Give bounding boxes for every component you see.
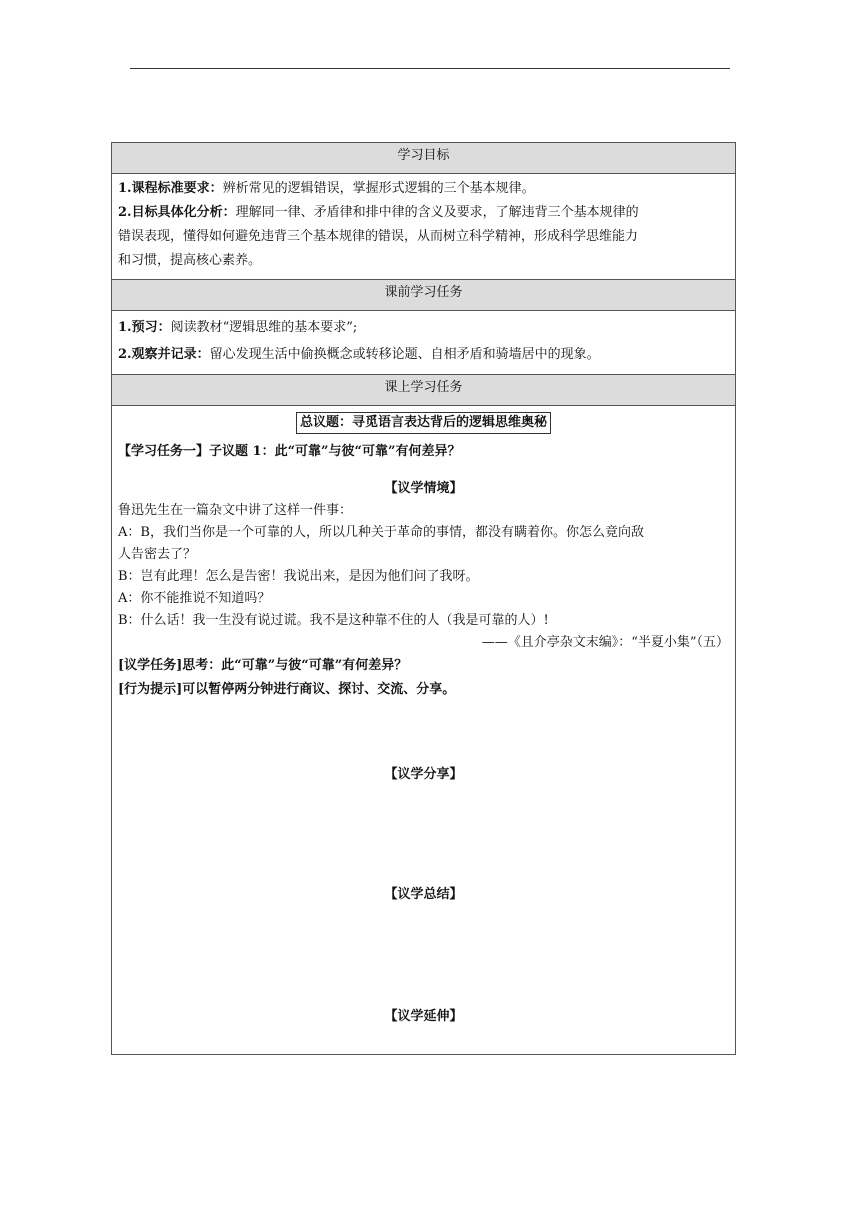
dialog-a-1-line-2: 人告密去了？ xyxy=(118,547,197,562)
behavior-hint: [行为提示]可以暂停两分钟进行商议、探讨、交流、分享。 xyxy=(118,682,456,697)
situation-heading: 【议学情境】 xyxy=(384,481,463,496)
overall-topic: 总议题：寻觅语言表达背后的逻辑思维奥秘 xyxy=(296,412,551,434)
pre-item-1-label: 1.预习： xyxy=(118,320,171,335)
pre-item-2-label: 2.观察并记录： xyxy=(118,347,210,362)
pre-item-1 xyxy=(118,314,729,341)
goal-item-2-line-1: 理解同一律、矛盾律和排中律的含义及要求，了解违背三个基本规律的 xyxy=(235,205,639,220)
goal-item-1-text: 辨析常见的逻辑错误，掌握形式逻辑的三个基本规律。 xyxy=(222,181,535,196)
pre-class-cell xyxy=(112,311,735,375)
discussion-task: [议学任务]思考：此“可靠”与彼“可靠”有何差异？ xyxy=(118,658,408,673)
goal-item-2-line-2: 错误表现，懂得如何避免违背三个基本规律的错误，从而树立科学精神，形成科学思维能力 xyxy=(118,229,639,244)
pre-item-1-text: 阅读教材“逻辑思维的基本要求”; xyxy=(170,320,358,335)
summary-heading: 【议学总结】 xyxy=(384,887,463,902)
pre-item-2 xyxy=(118,341,729,368)
goal-item-1-label: 1.课程标准要求： xyxy=(118,181,223,196)
section-header-pre-class: 课前学习任务 xyxy=(112,280,735,311)
section-header-goals: 学习目标 xyxy=(112,143,735,174)
goal-item-2 xyxy=(118,201,729,225)
dialog-b-2: B：什么话！我一生没有说过谎。我不是这种靠不住的人（我是可靠的人）! xyxy=(118,613,549,628)
dialog-a-1-line-1: A：B，我们当你是一个可靠的人，所以几种关于革命的事情，都没有瞒着你。你怎么竟向敌 xyxy=(118,525,644,540)
pre-item-2-text: 留心发现生活中偷换概念或转移论题、自相矛盾和骑墙居中的现象。 xyxy=(209,347,600,362)
in-class-cell xyxy=(112,406,735,1054)
dialog-a-2: A：你不能推说不知道吗？ xyxy=(118,591,271,606)
dialog-b-1: B：岂有此理！怎么是告密！我说出来，是因为他们问了我呀。 xyxy=(118,569,479,584)
lesson-plan-table xyxy=(111,142,736,1055)
overall-topic-wrap xyxy=(118,412,729,434)
goals-cell xyxy=(112,174,735,280)
story-intro: 鲁迅先生在一篇杂文中讲了这样一件事： xyxy=(118,503,353,518)
header-rule xyxy=(130,68,730,69)
share-heading: 【议学分享】 xyxy=(384,767,463,782)
section-header-in-class: 课上学习任务 xyxy=(112,375,735,406)
goal-item-1 xyxy=(118,177,729,201)
task-1-heading: 【学习任务一】子议题 1：此“可靠”与彼“可靠”有何差异？ xyxy=(118,444,461,459)
goal-item-2-label: 2.目标具体化分析： xyxy=(118,205,236,220)
extension-heading: 【议学延伸】 xyxy=(384,1009,463,1024)
story-source: ——《且介亭杂文末编》：“半夏小集”（五） xyxy=(481,635,729,650)
goal-item-2-line-3: 和习惯，提高核心素养。 xyxy=(118,253,262,268)
